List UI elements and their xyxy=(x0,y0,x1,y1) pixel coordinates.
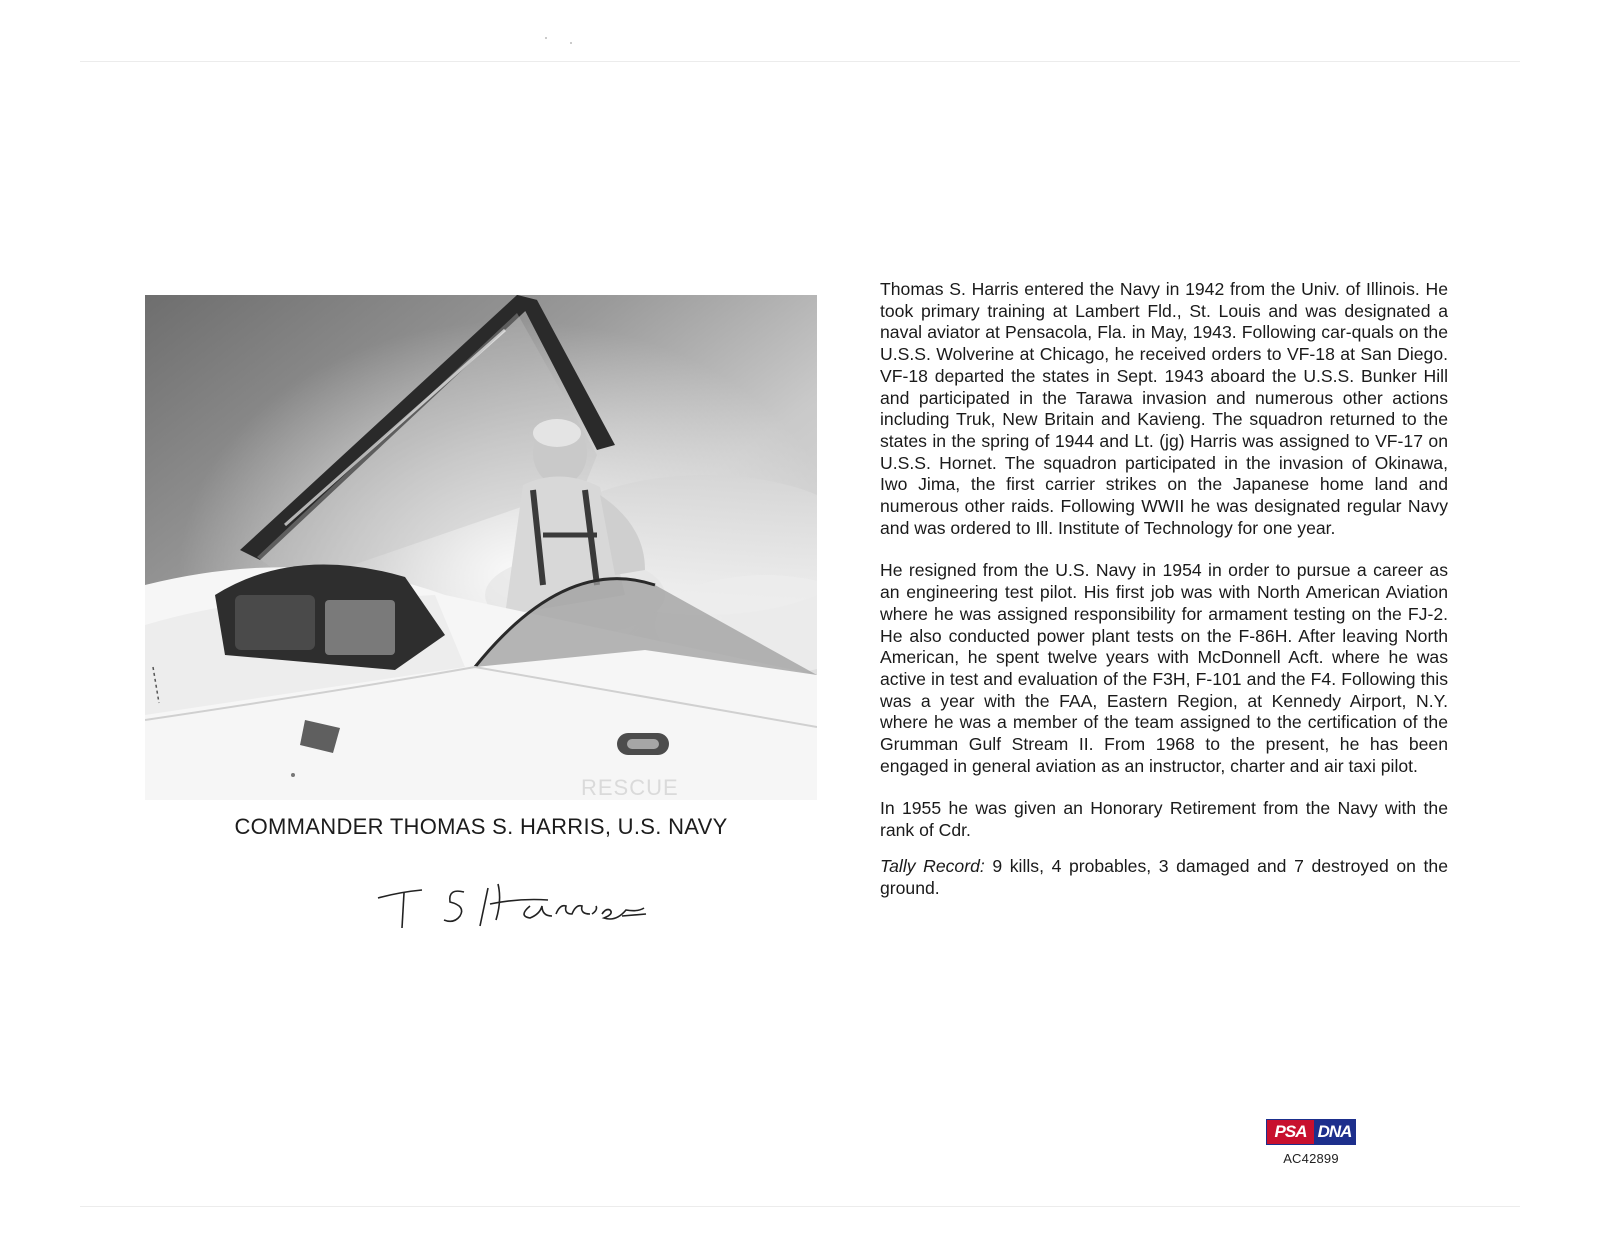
dna-logo-text: DNA xyxy=(1314,1120,1355,1144)
psa-dna-logo xyxy=(1266,1119,1356,1145)
psa-dna-authentication-sticker xyxy=(1266,1119,1356,1166)
page-top-edge xyxy=(80,61,1520,62)
bio-paragraph-2: He resigned from the U.S. Navy in 1954 in order to pursue a career as an engineering test pilot. His first job was with North American Aviation where he was assigned responsibility for armament testing on the FJ-2. He also conducted power plant tests on the F-86H. After leaving North American, he spent twelve years with McDonnell Acft. where he was active in test and evaluation of the F3H, F-101 and the F4. Following this was a year with the FAA, Eastern Region, at Kennedy Airport, N.Y. where he was a member of the team assigned to the certification of the Grumman Gulf Stream II. From 1968 to the present, he has been engaged in general aviation as an instructor, charter and air taxi pilot. xyxy=(880,560,1448,776)
tally-record xyxy=(880,856,1448,899)
pilot-photo-image xyxy=(145,295,817,800)
page-bottom-edge xyxy=(80,1206,1520,1207)
autograph-signature xyxy=(370,870,670,940)
fuselage-rescue-text: RESCUE xyxy=(581,775,679,800)
pilot-photo xyxy=(145,295,817,800)
tally-record-label: Tally Record: xyxy=(880,855,985,876)
dust-speck xyxy=(570,42,572,44)
certificate-number: AC42899 xyxy=(1283,1151,1339,1166)
psa-logo-text: PSA xyxy=(1267,1120,1314,1144)
photo-caption: COMMANDER THOMAS S. HARRIS, U.S. NAVY xyxy=(234,814,728,839)
bio-paragraph-1: Thomas S. Harris entered the Navy in 1942 from the Univ. of Illinois. He took primary training at Lambert Fld., St. Louis and was designated a naval aviator at Pensacola, Fla. in May, 1943. Following car-quals on the U.S.S. Wolverine at Chicago, he received orders to VF-18 at San Diego. VF-18 departed the states in Sept. 1943 aboard the U.S.S. Bunker Hill and participated in the Tarawa invasion and numerous other actions including Truk, New Britain and Kavieng. The squadron returned to the states in the spring of 1944 and Lt. (jg) Harris was assigned to VF-17 on U.S.S. Hornet. The squadron participated in the invasion of Okinawa, Iwo Jima, the first carrier strikes on the Japanese home land and numerous other raids. Following WWII he was designated regular Navy and was ordered to Ill. Institute of Technology for one year. xyxy=(880,279,1448,538)
biography-text xyxy=(880,279,1448,920)
dust-speck xyxy=(545,37,547,39)
tally-record-text: 9 kills, 4 probables, 3 damaged and 7 destroyed on the ground. xyxy=(880,855,1448,898)
bio-paragraph-3: In 1955 he was given an Honorary Retirement from the Navy with the rank of Cdr. xyxy=(880,798,1448,841)
